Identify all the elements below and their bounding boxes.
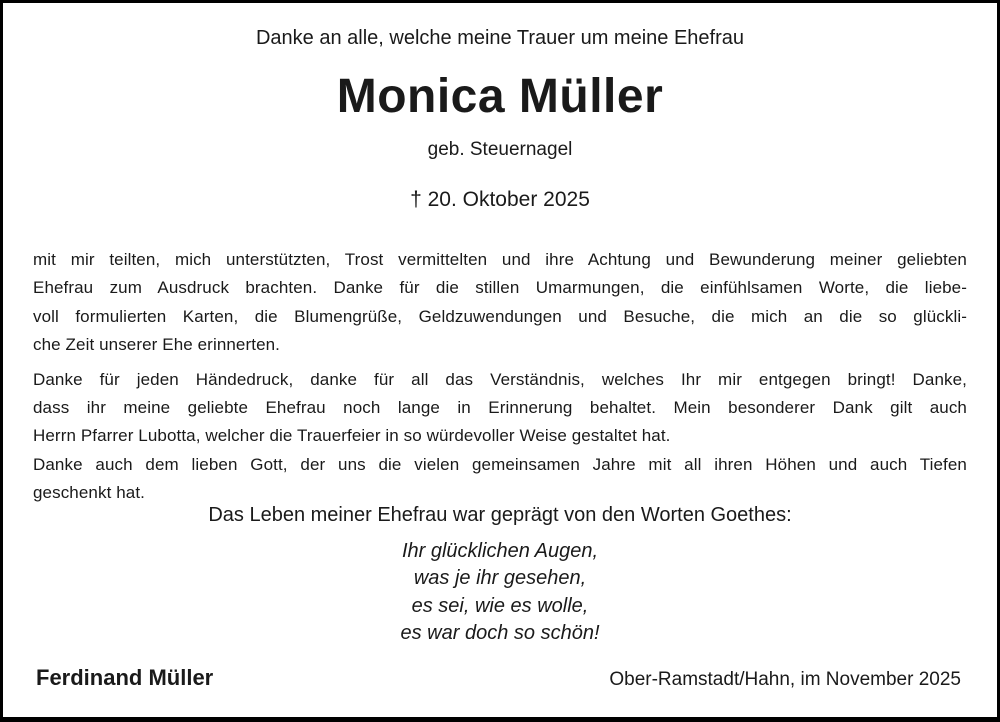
notice-footer	[36, 665, 961, 691]
body-text-line: voll formulierten Karten, die Blumengrüße, Geldzuwendungen und Besuche, die mich an die so glückli-	[33, 306, 967, 326]
poem-line: es war doch so schön!	[400, 622, 600, 645]
thanks-paragraph-3	[33, 451, 967, 508]
maiden-name: geb. Steuernagel	[427, 139, 573, 160]
thanks-paragraph-2	[33, 366, 967, 451]
body-text-line: mit mir teilten, mich unterstützten, Trost vermittelten und ihre Achtung und Bewunderung meiner geliebten	[33, 250, 967, 269]
death-date: † 20. Oktober 2025	[410, 188, 590, 211]
goethe-poem	[33, 538, 967, 648]
poem-line: Ihr glücklichen Augen,	[401, 539, 599, 562]
deceased-name: Monica Müller	[336, 70, 664, 123]
body-text-line: geschenkt hat.	[33, 483, 145, 503]
intro-line: Danke an alle, welche meine Trauer um meine Ehefrau	[255, 27, 745, 49]
goethe-intro-line: Das Leben meiner Ehefrau war geprägt von den Worten Goethes:	[208, 503, 792, 526]
signature-name: Ferdinand Müller	[36, 665, 214, 690]
body-text-line: che Zeit unserer Ehe erinnerten.	[33, 335, 281, 355]
thanks-paragraph-1	[33, 246, 967, 360]
place-and-date: Ober-Ramstadt/Hahn, im November 2025	[609, 669, 961, 690]
body-text-line: Ehefrau zum Ausdruck brachten. Danke für die stillen Umarmungen, die einfühlsamen Worte, die liebe-	[33, 278, 967, 298]
poem-line: was je ihr gesehen,	[413, 567, 587, 590]
body-text-line: Danke für jeden Händedruck, danke für all das Verständnis, welches Ihr mir entgegen bringt! Danke,	[33, 369, 967, 389]
poem-line: es sei, wie es wolle,	[411, 594, 589, 617]
body-text-line: Herrn Pfarrer Lubotta, welcher die Trauerfeier in so würdevoller Weise gestaltet hat.	[33, 426, 671, 446]
body-text-line: Danke auch dem lieben Gott, der uns die vielen gemeinsamen Jahre mit all ihren Höhen und auch Tiefen	[33, 454, 967, 474]
notice-content	[3, 27, 997, 648]
body-text-line: dass ihr meine geliebte Ehefrau noch lange in Erinnerung behaltet. Mein besonderer Dank gilt auch	[33, 398, 967, 418]
